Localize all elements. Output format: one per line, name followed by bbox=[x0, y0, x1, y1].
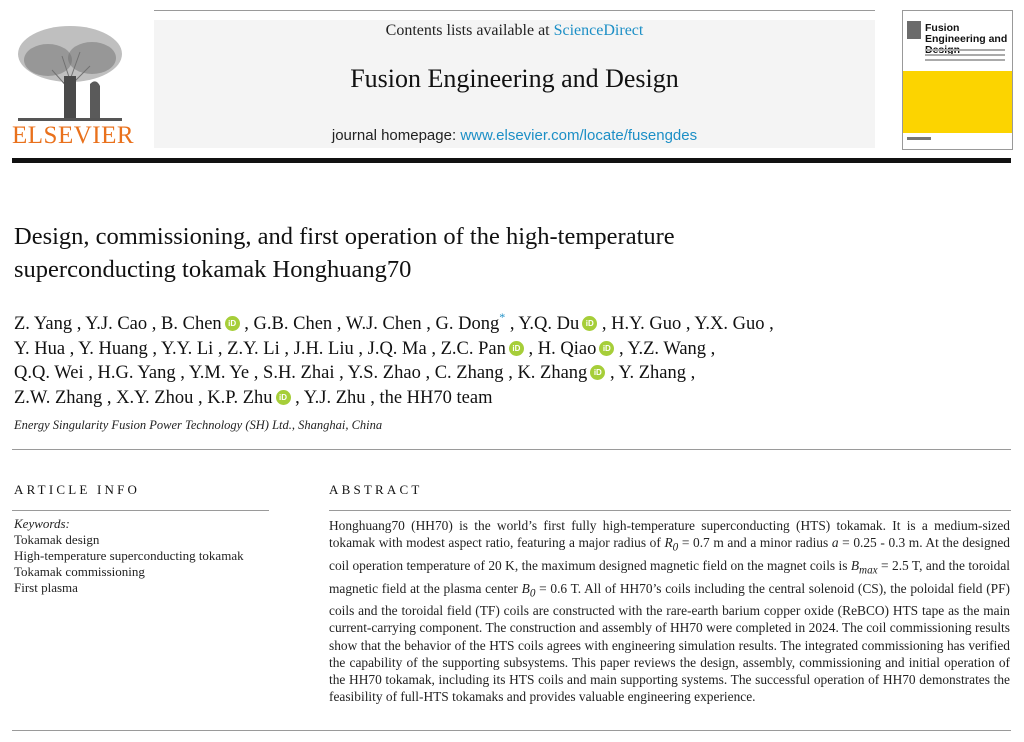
cover-yellow-band bbox=[903, 71, 1012, 133]
cover-publisher-icon bbox=[907, 21, 921, 39]
article-info-rule bbox=[12, 510, 269, 511]
author-separator: , bbox=[681, 314, 695, 334]
author-separator: , bbox=[213, 338, 228, 359]
title-line-2: superconducting tokamak Honghuang70 bbox=[14, 256, 412, 283]
top-rule bbox=[154, 10, 875, 11]
author-separator: , bbox=[686, 363, 696, 383]
author-name[interactable]: C. Zhang bbox=[434, 363, 504, 383]
author-name[interactable]: J.H. Liu bbox=[293, 338, 354, 359]
article-title bbox=[14, 220, 994, 286]
orcid-icon[interactable]: iD bbox=[276, 390, 291, 405]
author-name[interactable]: Y.Q. Du bbox=[518, 314, 580, 334]
author-separator: , bbox=[102, 387, 117, 408]
author-name[interactable]: Y. Huang bbox=[78, 338, 148, 359]
keyword-item[interactable]: Tokamak design bbox=[14, 532, 100, 547]
author-name[interactable]: Y.Y. Li bbox=[161, 338, 214, 359]
symbol-a: a bbox=[831, 535, 839, 551]
keyword-item[interactable]: Tokamak commissioning bbox=[14, 564, 145, 579]
abstract-heading: ABSTRACT bbox=[329, 482, 423, 497]
author-name[interactable]: Z.Y. Li bbox=[227, 338, 280, 359]
author-separator: , bbox=[279, 338, 294, 359]
author-separator: , bbox=[706, 338, 716, 359]
homepage-line bbox=[154, 127, 875, 144]
author-name[interactable]: Y.J. Cao bbox=[85, 314, 148, 334]
cover-fine-print bbox=[925, 49, 1005, 64]
bottom-rule bbox=[12, 730, 1011, 731]
author-separator: , bbox=[426, 338, 441, 359]
author-name[interactable]: B. Chen bbox=[161, 314, 222, 334]
author-separator: , bbox=[332, 314, 346, 334]
abstract-part: = 0.25 - 0.3 m. At the designed coil operation temperature of 20 K, the maximum designed magnetic field on the magnet coils is bbox=[329, 535, 1011, 573]
author-separator: , bbox=[505, 314, 519, 334]
author-list bbox=[14, 305, 1004, 410]
journal-masthead bbox=[154, 20, 875, 148]
author-separator: , bbox=[290, 387, 304, 408]
article-info-heading: ARTICLE INFO bbox=[14, 482, 141, 497]
author-separator: , bbox=[421, 314, 436, 334]
author-name[interactable]: H.G. Yang bbox=[97, 363, 176, 383]
author-separator: , bbox=[193, 387, 208, 408]
contents-prefix: Contents lists available at bbox=[385, 22, 554, 39]
header-thick-rule bbox=[12, 158, 1011, 163]
author-separator: , bbox=[614, 338, 628, 359]
author-name[interactable]: the HH70 team bbox=[379, 387, 493, 408]
keyword-item[interactable]: High-temperature superconducting tokamak bbox=[14, 548, 244, 563]
orcid-icon[interactable]: iD bbox=[582, 316, 597, 331]
symbol-b0: B bbox=[521, 580, 530, 596]
symbol-b0-sub: 0 bbox=[529, 587, 536, 600]
author-name[interactable]: Y. Hua bbox=[14, 338, 66, 359]
abstract-part: Honghuang70 (HH70) is the world’s first fully high-temperature superconducting (HTS) tokamak. It is a medium-sized tokamak with modest aspect ratio, featuring a major radius of bbox=[329, 518, 1010, 551]
author-name[interactable]: K. Zhang bbox=[517, 363, 588, 383]
symbol-r0: R bbox=[664, 535, 673, 551]
abstract-part: = 0.7 m and a minor radius bbox=[678, 535, 832, 551]
keywords-label: Keywords: bbox=[14, 516, 70, 531]
publisher-name: ELSEVIER bbox=[12, 122, 135, 149]
author-name[interactable]: Y.J. Zhu bbox=[303, 387, 366, 408]
author-line bbox=[14, 386, 1004, 411]
author-separator: , bbox=[147, 314, 162, 334]
author-line bbox=[14, 305, 1004, 337]
author-name[interactable]: J.Q. Ma bbox=[367, 338, 427, 359]
symbol-bmax-sub: max bbox=[859, 564, 878, 577]
author-name[interactable]: Y.Z. Wang bbox=[627, 338, 707, 359]
author-separator: , bbox=[249, 363, 264, 383]
abstract-part: = 0.6 T. All of HH70’s coils including the central solenoid (CS), the poloidal field (PF) coils and the toroidal field (TF) coils are constructed with the rare-earth barium copper oxide (ReBCO) HTS tape as the main current-carrying component. The construction and assembly of HH70 were completed in 2024. The coil commissioning results show that the behavior of the HTS coils agrees with engineering simulation results. The integrated commissioning has verified the capability of the supporting subsystems. This paper reviews the design, assembly, commissioning and initial operation of the HH70 tokamak, including its HTS coils and main supporting systems. The successful operation of HH70 demonstrates the feasibility of full-HTS tokamaks and provides valuable engineering experience. bbox=[329, 580, 1011, 704]
author-name[interactable]: Y. Zhang bbox=[618, 363, 687, 383]
symbol-bmax: B bbox=[850, 557, 860, 573]
keywords-block bbox=[14, 516, 274, 596]
author-separator: , bbox=[605, 363, 619, 383]
author-separator: , bbox=[83, 363, 98, 383]
author-separator: , bbox=[365, 387, 380, 408]
keyword-item[interactable]: First plasma bbox=[14, 580, 78, 595]
author-name[interactable]: K.P. Zhu bbox=[207, 387, 273, 408]
author-name[interactable]: X.Y. Zhou bbox=[116, 387, 194, 408]
cover-title: Fusion Engineering and bbox=[925, 22, 1008, 45]
corresponding-author-mark[interactable]: * bbox=[499, 310, 506, 324]
symbol-r0-sub: 0 bbox=[672, 541, 679, 554]
affiliation: Energy Singularity Fusion Power Technology (SH) Ltd., Shanghai, China bbox=[14, 418, 383, 432]
author-separator: , bbox=[597, 314, 612, 334]
author-separator: , bbox=[353, 338, 368, 359]
mid-rule bbox=[12, 449, 1011, 450]
journal-cover[interactable] bbox=[902, 10, 1013, 150]
author-name[interactable]: Y.X. Guo bbox=[694, 314, 765, 334]
author-separator: , bbox=[65, 338, 79, 359]
homepage-link[interactable]: www.elsevier.com/locate/fusengdes bbox=[460, 127, 698, 144]
abstract-part: = 2.5 T, and the toroidal magnetic field at the plasma center bbox=[329, 557, 1010, 596]
title-line-1: Design, commissioning, and first operation of the high-temperature bbox=[14, 223, 675, 250]
author-name[interactable]: Z.W. Zhang bbox=[14, 387, 103, 408]
orcid-icon[interactable]: iD bbox=[599, 341, 614, 356]
author-separator: , bbox=[420, 363, 435, 383]
cover-footer-mark bbox=[907, 137, 931, 140]
author-separator: , bbox=[175, 363, 189, 383]
author-separator: , bbox=[334, 363, 348, 383]
author-separator: , bbox=[523, 338, 538, 359]
author-name[interactable]: H.Y. Guo bbox=[611, 314, 682, 334]
author-line bbox=[14, 337, 1004, 362]
abstract-rule bbox=[329, 510, 1011, 511]
homepage-prefix: journal homepage: bbox=[331, 127, 461, 144]
author-name[interactable]: W.J. Chen bbox=[345, 314, 422, 334]
author-separator: , bbox=[239, 314, 254, 334]
orcid-icon[interactable]: iD bbox=[225, 316, 240, 331]
author-name[interactable]: Z.C. Pan bbox=[440, 338, 506, 359]
author-name[interactable]: Z. Yang bbox=[14, 314, 73, 334]
author-name[interactable]: G. Dong bbox=[435, 314, 500, 334]
contents-line bbox=[154, 22, 875, 40]
author-line bbox=[14, 361, 1004, 386]
journal-title: Fusion Engineering and Design bbox=[350, 64, 679, 93]
author-name[interactable]: G.B. Chen bbox=[253, 314, 333, 334]
abstract-text bbox=[329, 517, 1010, 705]
author-name[interactable]: Y.M. Ye bbox=[188, 363, 250, 383]
sciencedirect-link[interactable]: ScienceDirect bbox=[553, 22, 644, 39]
author-name[interactable]: Q.Q. Wei bbox=[14, 363, 84, 383]
author-name[interactable]: H. Qiao bbox=[537, 338, 597, 359]
author-separator: , bbox=[72, 314, 86, 334]
orcid-icon[interactable]: iD bbox=[509, 341, 524, 356]
orcid-icon[interactable]: iD bbox=[590, 365, 605, 380]
author-name[interactable]: S.H. Zhai bbox=[263, 363, 335, 383]
author-separator: , bbox=[147, 338, 161, 359]
author-separator: , bbox=[503, 363, 518, 383]
author-name[interactable]: Y.S. Zhao bbox=[347, 363, 421, 383]
author-separator: , bbox=[764, 314, 774, 334]
